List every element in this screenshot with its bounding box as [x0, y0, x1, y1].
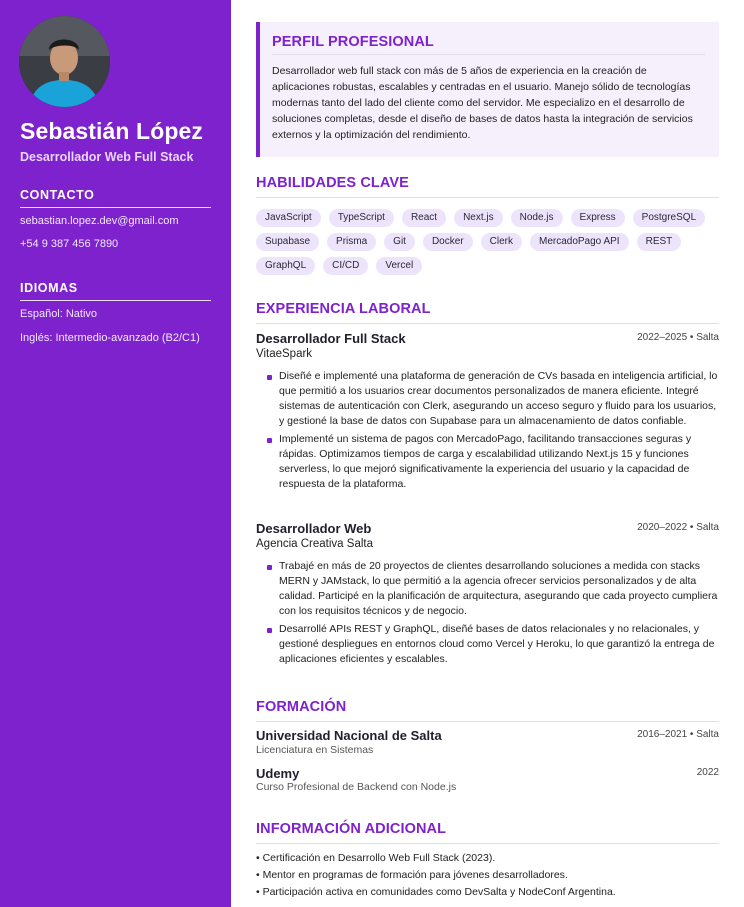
- avatar: [19, 16, 110, 107]
- skill-chip: Supabase: [256, 233, 319, 251]
- languages-heading: IDIOMAS: [20, 281, 211, 301]
- education-date: 2022: [696, 767, 719, 778]
- education-heading: FORMACIÓN: [256, 699, 719, 722]
- profile-heading: PERFIL PROFESIONAL: [272, 34, 705, 55]
- skills-list: [256, 209, 719, 275]
- candidate-role: Desarrollador Web Full Stack: [20, 150, 194, 164]
- skill-chip: Express: [571, 209, 625, 227]
- skill-chip: GraphQL: [256, 257, 315, 275]
- list-item: • Certificación en Desarrollo Web Full Stack (2023).: [256, 852, 496, 864]
- skill-chip: React: [402, 209, 446, 227]
- skills-heading: HABILIDADES CLAVE: [256, 175, 719, 198]
- profile-text: Desarrollador web full stack con más de 5 años de experiencia en la creación de aplicaciones robustas, escalables y centradas en el usuario. Manejo sólido de tecnologías modernas tanto del lado del cliente como del servidor. Me especializo en el desarrollo de soluciones completas, desde el diseño de bases de datos hasta la integración de servicios externos y la optimización del rendimiento.: [272, 65, 693, 141]
- contact-heading: CONTACTO: [20, 188, 211, 208]
- education-subtitle: Licenciatura en Sistemas: [256, 744, 374, 756]
- job-date: 2020–2022 • Salta: [637, 522, 719, 533]
- job-bullets: [265, 369, 719, 495]
- job-title: Desarrollador Full Stack: [256, 331, 406, 346]
- profile-section: [256, 22, 719, 157]
- list-item: [265, 432, 719, 492]
- job-date: 2022–2025 • Salta: [637, 332, 719, 343]
- skill-chip: TypeScript: [329, 209, 394, 227]
- education-date: 2016–2021 • Salta: [637, 729, 719, 740]
- skill-chip: Git: [384, 233, 415, 251]
- education-title: Udemy: [256, 766, 300, 781]
- list-item: • Mentor en programas de formación para jóvenes desarrolladores.: [256, 869, 568, 881]
- education-subtitle: Curso Profesional de Backend con Node.js: [256, 781, 457, 793]
- sidebar: [0, 0, 231, 907]
- job-bullets: [265, 559, 719, 670]
- skill-chip: Clerk: [481, 233, 522, 251]
- skill-chip: Docker: [423, 233, 473, 251]
- contact-phone[interactable]: +54 9 387 456 7890: [20, 238, 119, 250]
- language-item: Inglés: Intermedio-avanzado (B2/C1): [20, 332, 200, 344]
- list-item: [265, 622, 719, 667]
- language-item: Español: Nativo: [20, 308, 98, 320]
- job-title: Desarrollador Web: [256, 521, 372, 536]
- bullet-icon: [267, 375, 272, 380]
- additional-list: [256, 850, 616, 901]
- skill-chip: CI/CD: [323, 257, 368, 275]
- education-title: Universidad Nacional de Salta: [256, 728, 442, 743]
- skill-chip: Next.js: [454, 209, 503, 227]
- job-company: VitaeSpark: [256, 348, 313, 360]
- skill-chip: REST: [637, 233, 682, 251]
- skill-chip: PostgreSQL: [633, 209, 705, 227]
- bullet-icon: [267, 565, 272, 570]
- list-item: [265, 559, 719, 619]
- list-item: • Participación activa en comunidades como DevSalta y NodeConf Argentina.: [256, 886, 616, 898]
- bullet-text: Diseñé e implementé una plataforma de generación de CVs basada en inteligencia artificial, lo que permitió a los usuarios crear documentos personalizados de manera eficiente. Integré sistemas de autenticación con Clerk, asegurando un acceso seguro y fluido para los usuarios, y gestioné la base de datos con Supabase para un almacenamiento de datos confiable.: [279, 370, 718, 427]
- skill-chip: JavaScript: [256, 209, 321, 227]
- profile-photo: [19, 16, 110, 107]
- bullet-text: Trabajé en más de 20 proyectos de clientes desarrollando soluciones a medida con stacks MERN y JAMstack, lo que permitió a la agencia ofrecer servicios personalizados y de alta calidad. Participé en la planificación de arquitectura, asegurando que cada proyecto cumpliera con los requisitos técnicos y de negocio.: [279, 560, 718, 617]
- bullet-icon: [267, 628, 272, 633]
- bullet-text: Implementé un sistema de pagos con MercadoPago, facilitando transacciones seguras y rápidas. Optimizamos tiempos de carga y escalabilidad utilizando Next.js 15 y funciones serverless, lo que mejoró significativamente la experiencia del usuario y la capacidad de respuesta de la plataforma.: [279, 433, 692, 490]
- candidate-name: Sebastián López: [20, 118, 203, 144]
- skill-chip: Node.js: [511, 209, 563, 227]
- list-item: [265, 369, 719, 429]
- skill-chip: MercadoPago API: [530, 233, 629, 251]
- skill-chip: Vercel: [376, 257, 422, 275]
- contact-email[interactable]: sebastian.lopez.dev@gmail.com: [20, 215, 179, 227]
- job-company: Agencia Creativa Salta: [256, 538, 373, 550]
- bullet-icon: [267, 438, 272, 443]
- skill-chip: Prisma: [327, 233, 376, 251]
- experience-heading: EXPERIENCIA LABORAL: [256, 301, 719, 324]
- additional-heading: INFORMACIÓN ADICIONAL: [256, 821, 719, 844]
- bullet-text: Desarrollé APIs REST y GraphQL, diseñé bases de datos relacionales y no relacionales, y gestioné despliegues en entornos cloud como Vercel y Heroku, lo que garantizó la entrega de aplicaciones eficientes y escalables.: [279, 623, 715, 665]
